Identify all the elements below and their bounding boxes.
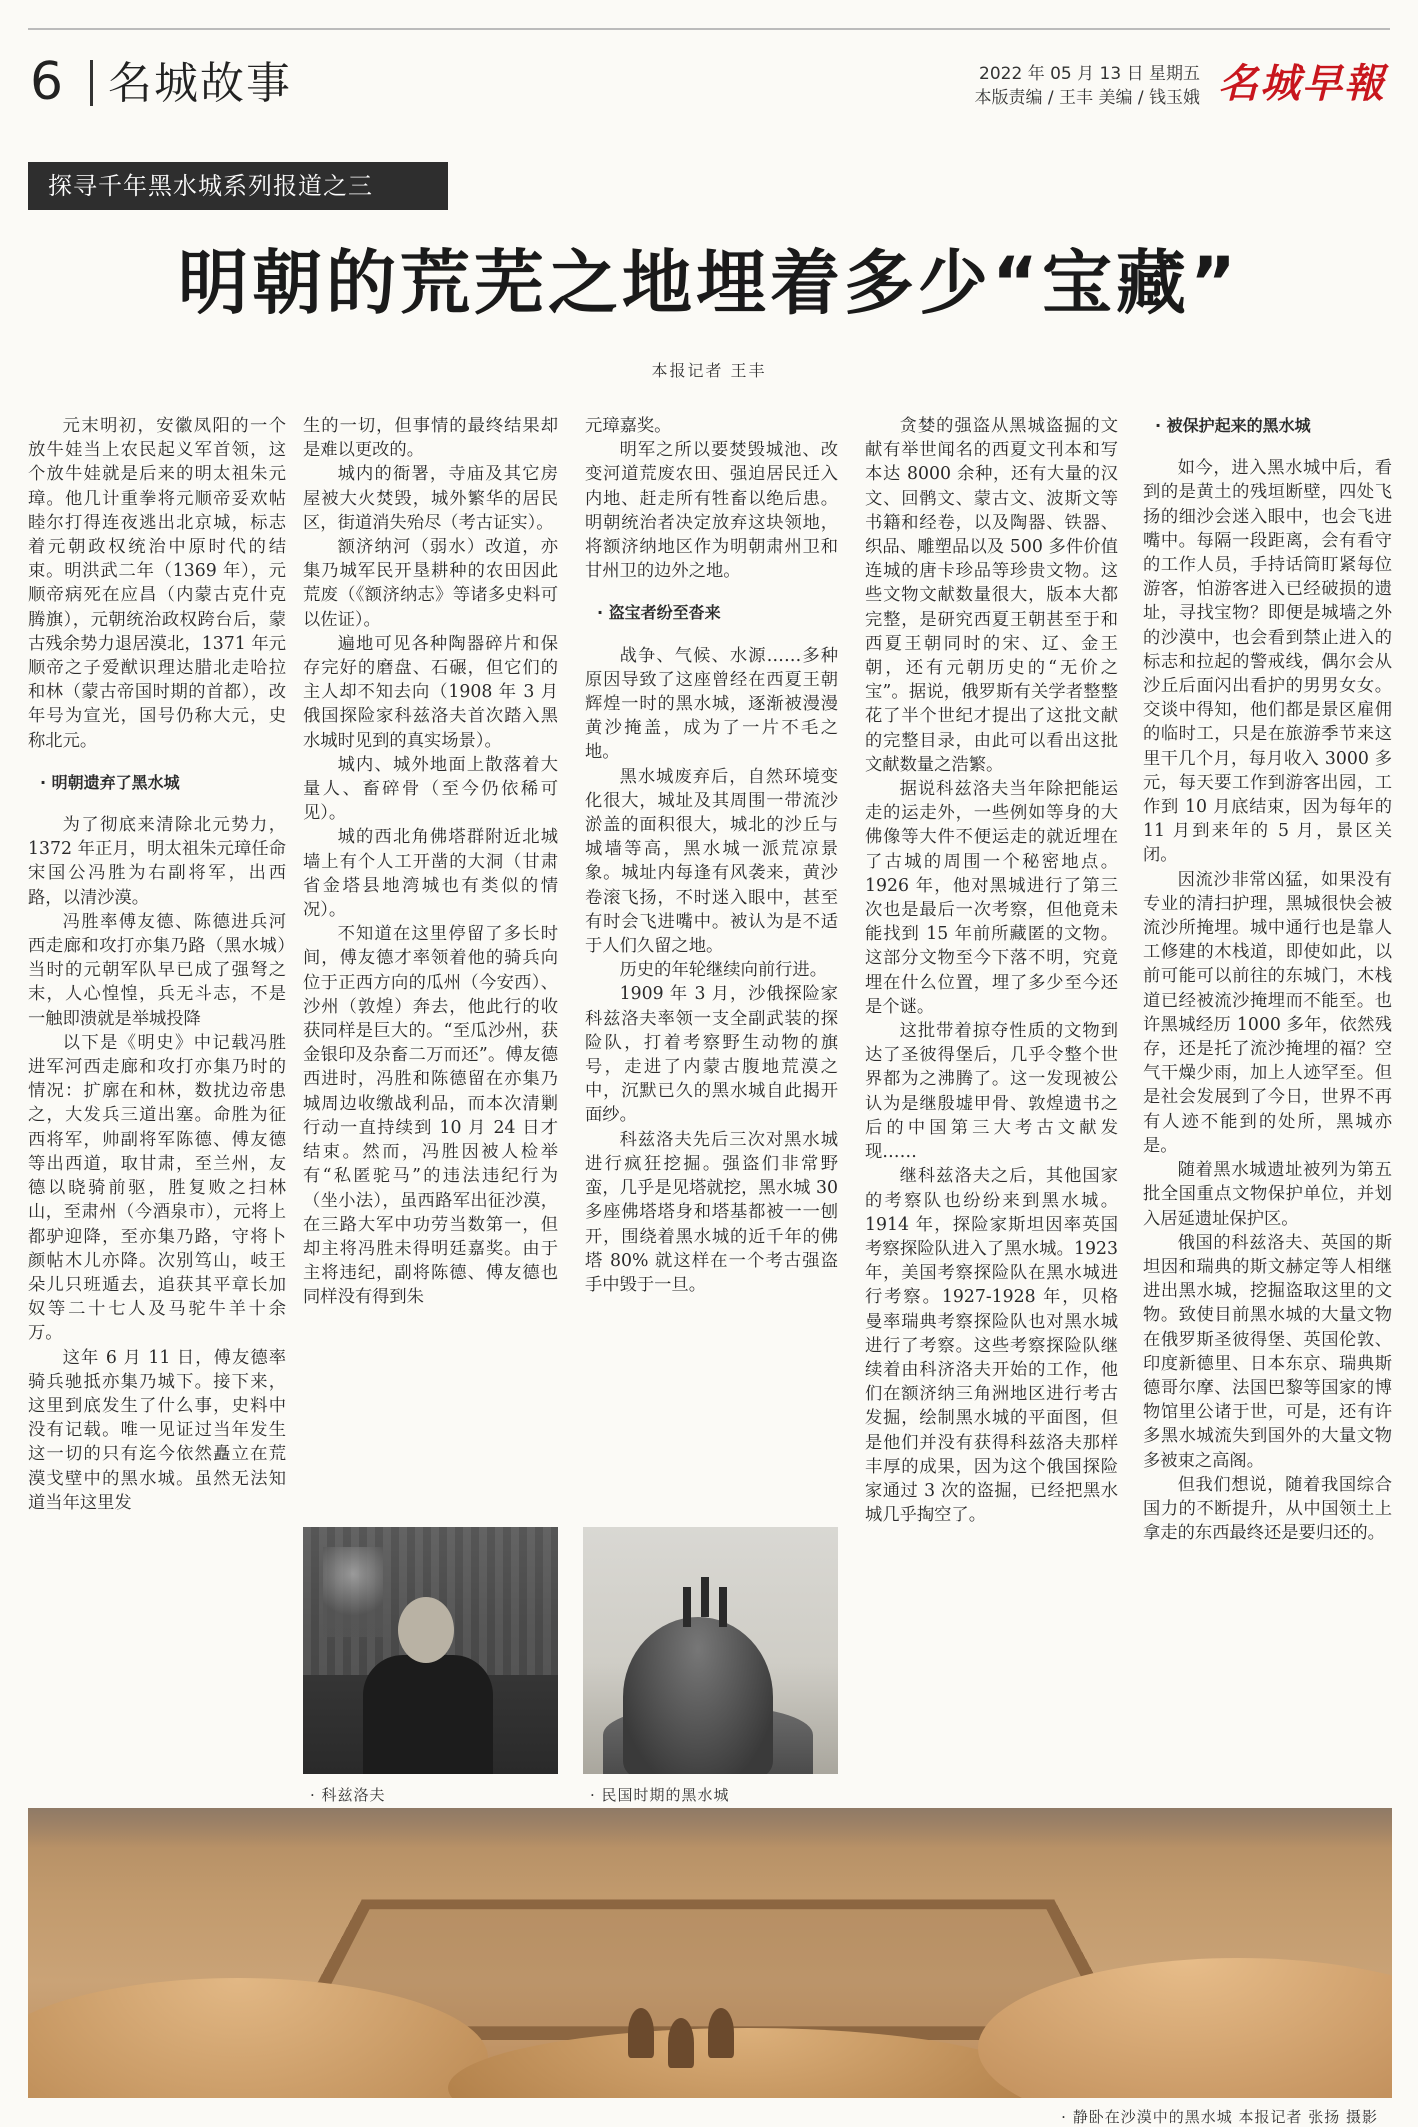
paragraph: 为了彻底来清除北元势力，1372 年正月，明太祖朱元璋任命宋国公冯胜为右副将军，出西路，以清沙漠。 [28, 815, 286, 908]
paragraph: 城的西北角佛塔群附近北城墙上有个人工开凿的大洞（甘肃省金塔县地湾城也有类似的情况）。 [303, 827, 558, 921]
paragraph: 这批带着掠夺性质的文物到达了圣彼得堡后，几乎令整个世界都为之沸腾了。这一发现被公认为是继殷墟甲骨、敦煌遗书之后的中国第三大考古文献发现…… [865, 1021, 1118, 1163]
paragraph: 元璋嘉奖。 [585, 416, 672, 436]
ruin-historical-photo [583, 1527, 838, 1774]
subheading: · 明朝遗弃了黑水城 [28, 771, 286, 795]
paragraph: 战争、气候、水源……多种原因导致了这座曾经在西夏王朝辉煌一时的黑水城，逐渐被漫漫黄沙掩盖，成为了一片不毛之地。 [585, 645, 838, 763]
publish-date: 2022 年 05 月 13 日 星期五 [979, 64, 1200, 84]
page-number: 6 [30, 52, 64, 112]
paragraph: 元末明初，安徽凤阳的一个放牛娃当上农民起义军首领，这个放牛娃就是后来的明太祖朱元璋。他几计重拳将元顺帝妥欢帖睦尔打得连夜逃出北京城，标志着元朝政权统治中原时代的结束。明洪武二年（1369 年），元顺帝病死在应昌（内蒙古克什克腾旗），元朝统治政权跨台后，蒙古残余势力退居漠北，1371 年元顺帝之子爱猷识理达腊北走哈拉和林（蒙古帝国时期的首都），改年号为宣光，国号仍称大元，史称北元。 [28, 416, 286, 751]
editors-credit: 本版责编 / 王丰 美编 / 钱玉娥 [974, 88, 1200, 108]
article-headline: 明朝的荒芜之地埋着多少“宝藏” [177, 242, 1240, 324]
article-column-1 [28, 414, 286, 1515]
subheading: · 盗宝者纷至沓来 [585, 601, 838, 625]
paragraph: 明军之所以要焚毁城池、改变河道荒废农田、强迫居民迁入内地、赶走所有牲畜以绝后患。明朝统治者决定放弃这块领地，将额济纳地区作为明朝肃州卫和甘州卫的边外之地。 [585, 440, 838, 582]
paragraph: 但我们想说，随着我国综合国力的不断提升，从中国领土上拿走的东西最终还是要归还的。 [1143, 1474, 1392, 1544]
paragraph: 继科兹洛夫之后，其他国家的考察队也纷纷来到黑水城。1914 年，探险家斯坦因率英国考察探险队进入了黑水城。1923 年，美国考察探险队在黑水城进行考察。1927-1928 年，贝格曼率瑞典考察探险队也对黑水城进行了考察。这些考察探险队继续着由科济洛夫开始的工作，他们在额济纳三角洲地区进行考古发掘，绘制黑水城的平面图，但是他们并没有获得科兹洛夫那样丰厚的成果，因为这个俄国探险家通过 3 次的盗掘，已经把黑水城几乎掏空了。 [865, 1166, 1118, 1526]
photo-caption-kozlov: · 科兹洛夫 [310, 1786, 386, 1804]
header-meta [975, 62, 1200, 110]
top-rule [28, 28, 1390, 30]
paragraph: 黑水城废弃后，自然环境变化很大，城址及其周围一带流沙淤盖的面积很大，城北的沙丘与城墙等高，黑水城一派荒凉景象。城址内每逢有风袭来，黄沙卷滚飞扬，不时迷入眼中，甚至有时会飞进嘴中。被认为是不适于人们久留之地。 [585, 766, 838, 957]
page-header [28, 48, 1390, 118]
article-column-3 [585, 414, 838, 1297]
paragraph: 遍地可见各种陶器碎片和保存完好的磨盘、石碾，但它们的主人却不知去向（1908 年 3 月俄国探险家科兹洛夫首次踏入黑水城时见到的真实场景）。 [303, 633, 558, 751]
paragraph: 据说科兹洛夫当年除把能运走的运走外，一些例如等身的大佛像等大件不便运走的就近埋在了古城的周围一个秘密地点。1926 年，他对黑城进行了第三次也是最后一次考察，但他竟未能找到 15 年前所藏匿的文物。这部分文物至今下落不明，究竟埋在什么位置，埋了多少至今还是个谜。 [865, 779, 1118, 1017]
paragraph: 生的一切，但事情的最终结果却是难以更改的。 [303, 416, 558, 461]
paragraph: 冯胜率傅友德、陈德进兵河西走廊和攻打亦集乃路（黑水城）当时的元朝军队早已成了强弩之末，人心惶惶，兵无斗志，不是一触即溃就是举城投降 [28, 911, 286, 1029]
section-title: 名城故事 [108, 58, 292, 109]
newspaper-logo: 名城早報 [1218, 60, 1386, 107]
photo-caption-aerial: · 静卧在沙漠中的黑水城 本报记者 张扬 摄影 [1061, 2108, 1378, 2126]
article-byline: 本报记者 王丰 [651, 361, 767, 380]
paragraph: 以下是《明史》中记载冯胜进军河西走廊和攻打亦集乃时的情况：扩廓在和林，数扰边帝患之，大发兵三道出塞。命胜为征西将军，帅副将军陈德、傅友德等出西道，取甘肃，至兰州，友德以晓骑前驱，胜复败之扫林山，至肃州（今酒泉市），元将上都驴迎降，至亦集乃路，守将卜颜帖木儿亦降。次别笃山，岐王朵儿只班遁去，追获其平章长加奴等二十七人及马驼牛羊十余万。 [28, 1032, 286, 1344]
paragraph: 不知道在这里停留了多长时间，傅友德才率领着他的骑兵向位于正西方向的瓜州（今安西）、沙州（敦煌）奔去，他此行的收获同样是巨大的。“至瓜沙州，获金银印及杂畜二万而还”。傅友德西进时，冯胜和陈德留在亦集乃城周边收缴战利品，而本次清剿行动一直持续到 10 月 24 日才结束。然而，冯胜因被人检举有“私匿驼马”的违法违纪行为（坐小法），虽西路军出征沙漠，在三路大军中功劳当数第一，但却主将冯胜未得明廷嘉奖。由于主将违纪，副将陈德、傅友德也同样没有得到朱 [303, 924, 558, 1308]
paragraph: 贪婪的强盗从黑城盗掘的文献有举世闻名的西夏文刊本和写本达 8000 余种，还有大量的汉文、回鹘文、蒙古文、波斯文等书籍和经卷，以及陶器、铁器、织品、雕塑品以及 500 多件价值连城的唐卡珍品等珍贵文物。这些文物文献数量很大，版本大都完整，是研究西夏王朝甚至于和西夏王朝同时的宋、辽、金王朝，还有元朝历史的“无价之宝”。据说，俄罗斯有关学者整整花了半个世纪才提出了这批文献的完整目录，由此可以看出这批文献数量之浩繁。 [865, 416, 1118, 775]
paragraph: 科兹洛夫先后三次对黑水城进行疯狂挖掘。强盗们非常野蛮，几乎是见塔就挖，黑水城 30 多座佛塔塔身和塔基都被一一刨开，围绕着黑水城的近千年的佛塔 80% 就这样在一个考古强盗手中毁于一旦。 [585, 1129, 838, 1295]
paragraph: 随着黑水城遗址被列为第五批全国重点文物保护单位，并划入居延遗址保护区。 [1143, 1160, 1392, 1229]
article-column-2 [303, 414, 558, 1310]
subheading: · 被保护起来的黑水城 [1143, 414, 1392, 438]
paragraph: 城内的衙署，寺庙及其它房屋被大火焚毁，城外繁华的居民区，街道消失殆尽（考古证实）。 [303, 464, 558, 533]
aerial-desert-city-photo [28, 1808, 1392, 2098]
article-column-4 [865, 414, 1118, 1527]
series-banner: 探寻千年黑水城系列报道之三 [28, 162, 448, 210]
paragraph: 俄国的科兹洛夫、英国的斯坦因和瑞典的斯文赫定等人相继进出黑水城，挖掘盗取这里的文物。致使目前黑水城的大量文物在俄罗斯圣彼得堡、英国伦敦、印度新德里、日本东京、瑞典斯德哥尔摩、法国巴黎等国家的博物馆里公诸于世，可是，还有许多黑水城流失到国外的大量文物多被束之高阁。 [1143, 1232, 1392, 1471]
article-column-5 [1143, 414, 1392, 1545]
paragraph: 因流沙非常凶猛，如果没有专业的清扫护理，黑城很快会被流沙所掩埋。城中通行也是靠人工修建的木栈道，即使如此，以前可能可以前往的东城门，木栈道已经被流沙掩埋而不能至。也许黑城经历 1000 多年，依然残存，还是托了流沙掩埋的福？空气干燥少雨，加上人迹罕至。但是社会发展到了今日，世界不再有人迹不能到的处所，黑城亦是。 [1143, 869, 1392, 1156]
paragraph: 1909 年 3 月，沙俄探险家科兹洛夫率领一支全副武装的探险队，打着考察野生动物的旗号，走进了内蒙古腹地荒漠之中，沉默已久的黑水城自此揭开面纱。 [585, 984, 838, 1126]
paragraph: 城内、城外地面上散落着大量人、畜碎骨（至今仍依稀可见）。 [303, 754, 558, 824]
header-divider [90, 60, 93, 106]
paragraph: 额济纳河（弱水）改道，亦集乃城军民开垦耕种的农田因此荒废（《额济纳志》等诸多史料可以佐证）。 [303, 537, 558, 630]
paragraph: 历史的年轮继续向前行进。 [619, 960, 827, 981]
kozlov-portrait-photo [303, 1527, 558, 1774]
photo-caption-ruin: · 民国时期的黑水城 [590, 1786, 730, 1804]
paragraph: 如今，进入黑水城中后，看到的是黄土的残垣断壁，四处飞扬的细沙会迷入眼中，也会飞进嘴中。每隔一段距离，会有看守的工作人员，手持话筒盯紧每位游客，怕游客进入已经破损的遗址，寻找宝物？即便是城墙之外的沙漠中，也会看到禁止进入的标志和拉起的警戒线，偶尔会从沙丘后面闪出看护的男男女女。交谈中得知，他们都是景区雇佣的临时工，只是在旅游季节来这里干几个月，每月收入 3000 多元，每天要工作到游客出园，工作到 10 月底结束，因为每年的 11 月到来年的 5 月，景区关闭。 [1143, 458, 1392, 866]
paragraph: 这年 6 月 11 日，傅友德率骑兵驰抵亦集乃城下。接下来，这里到底发生了什么事，史料中没有记载。唯一见证过当年发生这一切的只有迄今依然矗立在荒漠戈壁中的黑水城。虽然无法知道当年这里发 [28, 1347, 286, 1513]
